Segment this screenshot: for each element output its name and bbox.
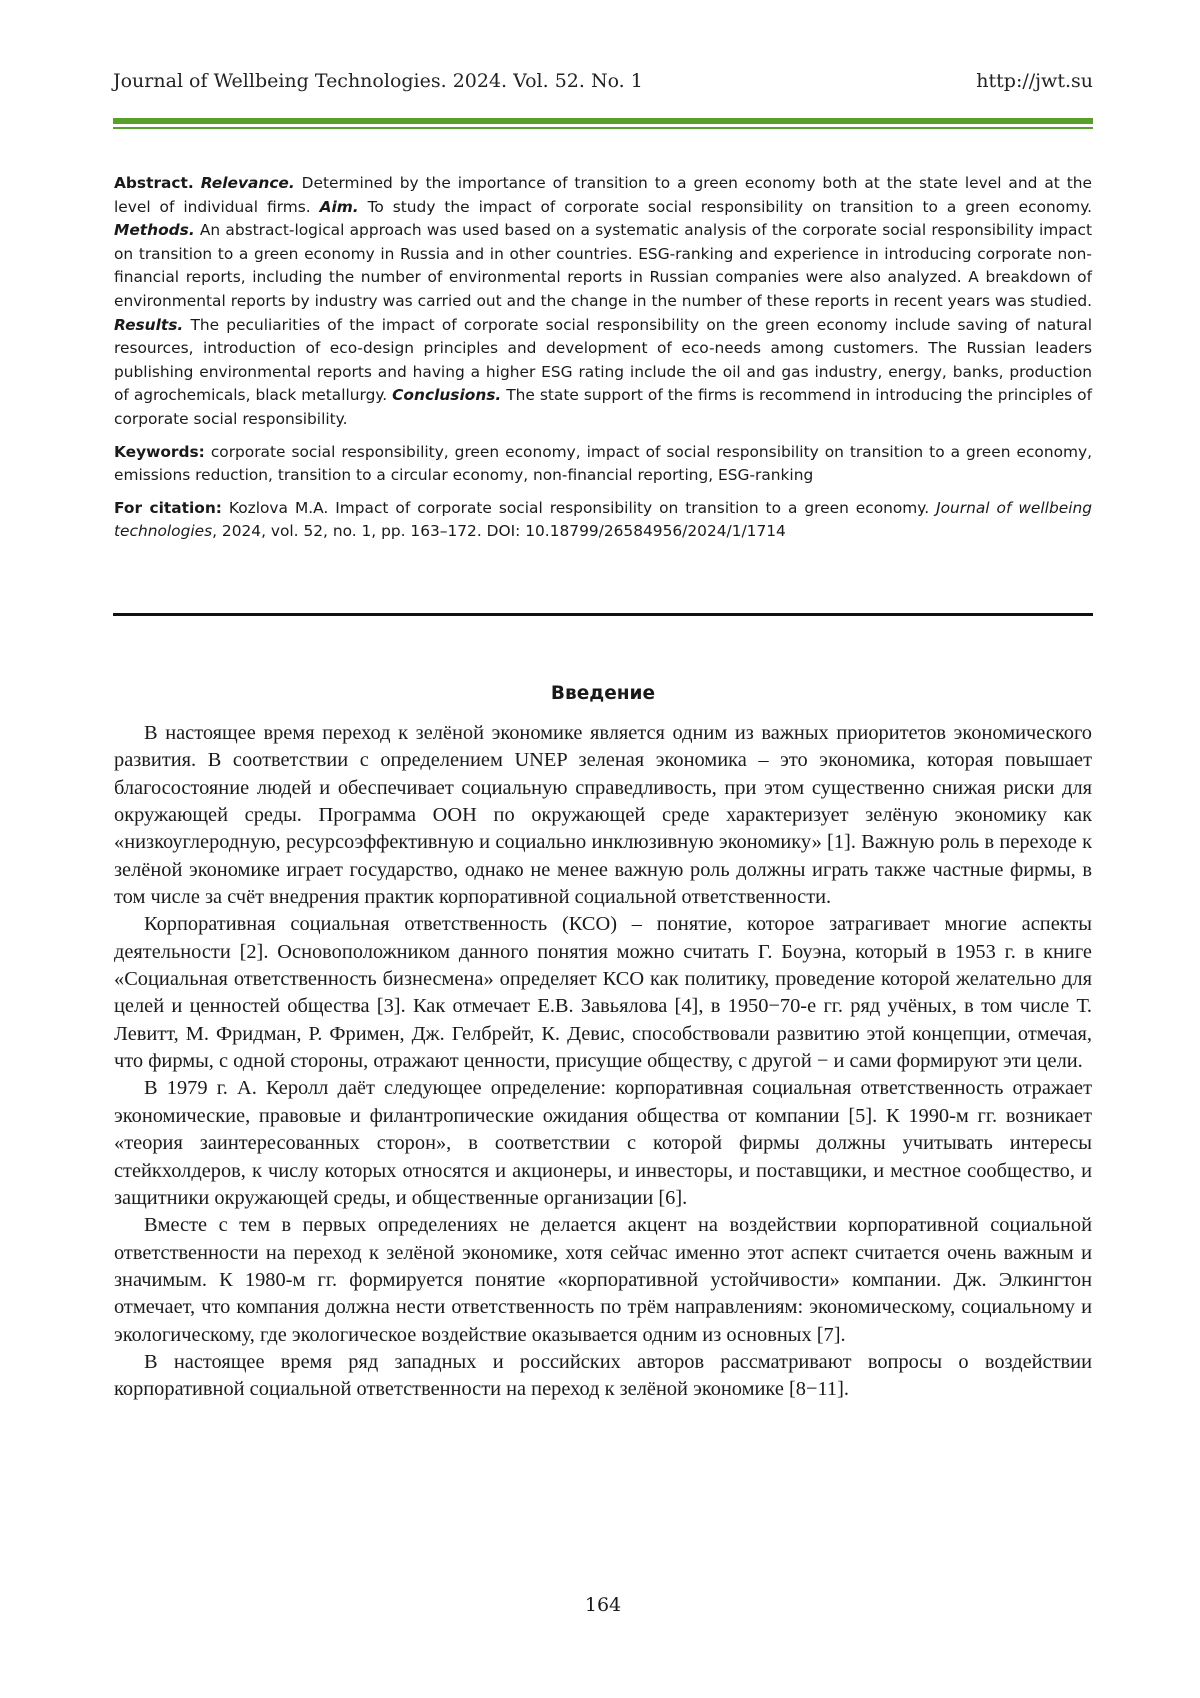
- section-title: Введение: [550, 683, 656, 704]
- citation-paragraph: [114, 497, 1092, 544]
- relevance-text: Determined by the importance of transition to a green economy both at the state level and at the level of individual firms.: [114, 174, 1092, 216]
- aim-label: Aim.: [319, 197, 359, 216]
- citation-text-after: , 2024, vol. 52, no. 1, pp. 163–172. DOI: 10.18799/26584956/2024/1/1714: [212, 522, 786, 541]
- results-label: Results.: [114, 315, 184, 334]
- aim-text: To study the impact of corporate social responsibility on transition to a green economy.: [358, 197, 1092, 216]
- abstract-label: Abstract.: [114, 174, 194, 192]
- methods-label: Methods.: [114, 221, 195, 240]
- citation-journal: Journal of wellbeing technologies: [114, 498, 1092, 541]
- conclusions-label: Conclusions.: [392, 386, 502, 405]
- body-text: [114, 720, 1092, 1404]
- running-header: [113, 70, 1093, 92]
- citation-text-before: Kozlova M.A. Impact of corporate social responsibility on transition to a green economy.: [221, 498, 937, 517]
- keywords-text: corporate social responsibility, green economy, impact of social responsibility on transition to a green economy, emissions reduction, transition to a circular economy, non-financial reporting, ESG-ranking: [114, 442, 1092, 485]
- header-rule-thick: [113, 118, 1093, 124]
- body-paragraph: В 1979 г. А. Керолл даёт следующее определение: корпоративная социальная ответственность отражает экономические, правовые и филантропические ожидания общества от компании [5]. К 1990-м гг. возникает «теория заинтересованных сторон», в соответствии с которой фирмы должны учитывать интересы стейкхолдеров, к числу которых относятся и акционеры, и инвесторы, и поставщики, и местное сообщество, и защитники окружающей среды, и общественные организации [6].: [114, 1077, 1092, 1209]
- body-paragraph: Корпоративная социальная ответственность (КСО) – понятие, которое затрагивает многие аспекты деятельности [2]. Основоположником данного понятия можно считать Г. Боуэна, который в 1953 г. в книге «Социальная ответственность бизнесмена» определяет КСО как политику, проведение которой желательно для целей и ценностей общества [3]. Как отмечает Е.В. Завьялова [4], в 1950−70-е гг. ряд учёных, в том числе Т. Левитт, М. Фридман, Р. Фримен, Дж. Гелбрейт, К. Девис, способствовали развитию этой концепции, отмечая, что фирмы, с одной стороны, отражают ценности, присущие обществу, с другой − и сами формируют эти цели.: [114, 913, 1092, 1073]
- journal-url[interactable]: http://jwt.su: [976, 70, 1093, 92]
- results-text: The peculiarities of the impact of corporate social responsibility on the green economy include saving of natural resources, introduction of eco-design principles and development of eco-needs among customers. The Russian leaders publishing environmental reports and having a higher ESG rating include the oil and gas industry, energy, banks, production of agrochemicals, black metallurgy.: [114, 315, 1092, 405]
- page-number: 164: [584, 1594, 622, 1616]
- body-paragraph: В настоящее время ряд западных и российских авторов рассматривают вопросы о воздействии корпоративной социальной ответственности на переход к зелёной экономике [8−11].: [114, 1350, 1092, 1401]
- journal-title: Journal of Wellbeing Technologies. 2024. Vol. 52. No. 1: [113, 70, 643, 92]
- body-paragraph: В настоящее время переход к зелёной экономике является одним из важных приоритетов экономического развития. В соответствии с определением UNEP зеленая экономика – это экономика, которая повышает благосостояние людей и обеспечивает социальную справедливость, при этом существенно снижая риски для окружающей среды. Программа ООН по окружающей среде характеризует зелёную экономику как «низкоуглеродную, ресурсоэффективную и социально инклюзивную экономику» [1]. Важную роль в переходе к зелёной экономике играет государство, однако не менее важную роль должны играть также частные фирмы, в том числе за счёт внедрения практик корпоративной социальной ответственности.: [114, 722, 1092, 909]
- keywords-label: Keywords:: [114, 442, 205, 461]
- abstract-block: [114, 172, 1092, 553]
- header-rule-thin: [113, 127, 1093, 129]
- abstract-divider: [113, 613, 1093, 616]
- body-paragraph: Вместе с тем в первых определениях не делается акцент на воздействии корпоративной социальной ответственности на переход к зелёной экономике, хотя сейчас именно этот аспект считается очень важным и значимым. К 1980-м гг. формируется понятие «корпоративной устойчивости» компании. Дж. Элкингтон отмечает, что компания должна нести ответственность по трём направлениям: экономическому, социальному и экологическому, где экологическое воздействие оказывается одним из основных [7].: [114, 1214, 1092, 1346]
- abstract-paragraph: [114, 172, 1092, 432]
- methods-text: An abstract-logical approach was used based on a systematic analysis of the corporate social responsibility impact on transition to a green economy in Russia and in other countries. ESG-ranking and experience in introducing corporate non-financial reports, including the number of environmental reports in Russian companies were also analyzed. A breakdown of environmental reports by industry was carried out and the change in the number of these reports in recent years was studied.: [114, 221, 1092, 310]
- citation-label: For citation:: [114, 498, 222, 517]
- conclusions-text: The state support of the firms is recommend in introducing the principles of corporate social responsibility.: [114, 386, 1092, 428]
- relevance-label: Relevance.: [200, 174, 295, 192]
- keywords-paragraph: [114, 441, 1092, 488]
